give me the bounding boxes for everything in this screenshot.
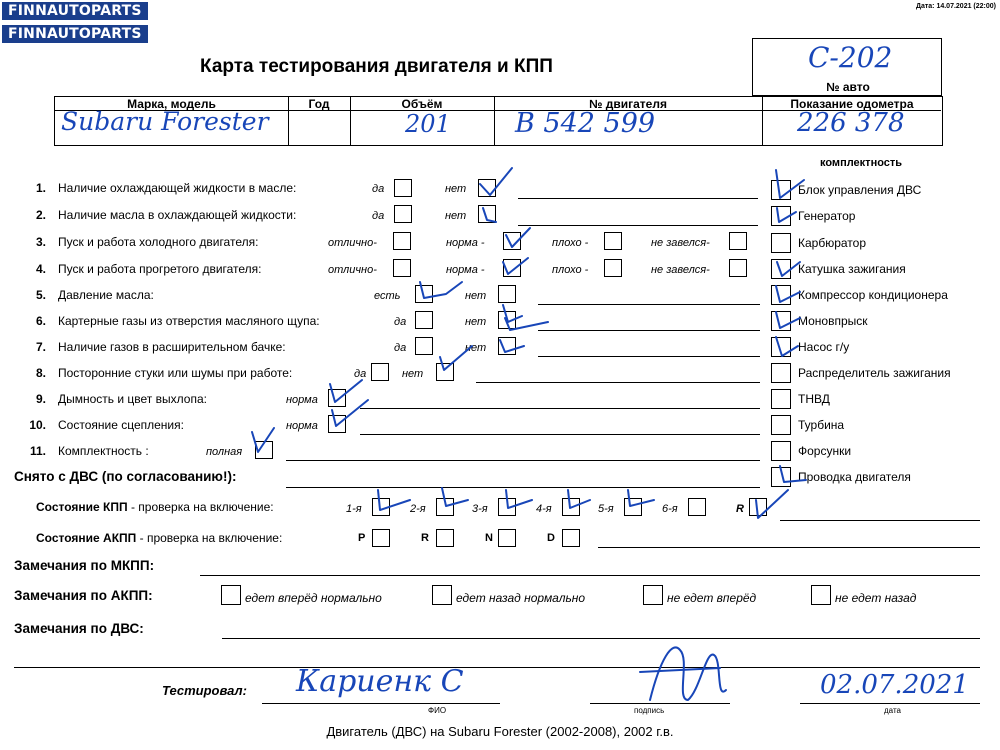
option-label: норма — [286, 394, 318, 406]
check-mark — [777, 208, 796, 222]
mode-label: R — [421, 532, 429, 544]
question-text: Наличие газов в расширительном бачке: — [58, 340, 286, 354]
gear-label: R — [736, 503, 744, 515]
option-label: нет — [445, 210, 467, 222]
question-text: Давление масла: — [58, 288, 154, 302]
check-mark — [332, 400, 368, 426]
option-label: норма — [286, 420, 318, 432]
kit-item: Турбина — [798, 418, 845, 432]
kit-item: Генератор — [798, 209, 856, 223]
question-text: Наличие масла в охлаждающей жидкости: — [58, 208, 297, 222]
caption-date: дата — [884, 706, 901, 715]
signature-scribble — [640, 668, 720, 672]
kit-item: Компрессор кондиционера — [798, 288, 948, 302]
value-model: Subaru Forester — [61, 107, 269, 136]
question-number: 6. — [35, 314, 46, 328]
remarks-mkpp-label: Замечания по МКПП: — [14, 558, 155, 573]
signature-date: 02.07.2021 — [820, 670, 969, 700]
check-mark — [480, 168, 512, 195]
kit-item: Форсунки — [798, 444, 852, 458]
remarks-akpp-label: Замечания по АКПП: — [14, 588, 153, 603]
brand-logo: FINNAUTOPARTS — [2, 2, 148, 20]
question-number: 2. — [35, 208, 46, 222]
check-mark — [628, 490, 654, 506]
page-title: Карта тестирования двигателя и КПП — [200, 56, 553, 77]
gear-label: 3-я — [472, 503, 488, 515]
option-label: отлично- — [328, 264, 377, 276]
check-mark — [776, 337, 798, 356]
check-mark — [506, 490, 532, 508]
option-label: да — [372, 210, 385, 222]
option-label: отлично- — [328, 237, 377, 249]
option-label: полная — [206, 446, 243, 458]
question-number: 9. — [35, 392, 46, 406]
removed-label: Снято с ДВС (по согласованию!): — [14, 469, 237, 484]
check-mark — [252, 428, 274, 452]
option-label: не завелся- — [651, 237, 710, 249]
header-engine-no: № двигателя — [589, 97, 667, 111]
header-odometer: Показание одометра — [790, 97, 914, 111]
question-text: Дымность и цвет выхлопа: — [58, 392, 207, 406]
gear-label: 1-я — [346, 503, 362, 515]
question-number: 4. — [35, 262, 46, 276]
mode-label: N — [485, 532, 493, 544]
signature-name: Кариенк С — [296, 664, 464, 699]
value-volume: 201 — [405, 110, 451, 138]
remarks-dvs-label: Замечания по ДВС: — [14, 621, 144, 636]
option-label: да — [354, 368, 367, 380]
question-number: 7. — [35, 340, 46, 354]
check-mark — [483, 208, 496, 222]
check-mark — [500, 340, 524, 352]
check-mark — [780, 466, 806, 482]
check-mark — [568, 490, 590, 508]
kit-item: Проводка двигателя — [798, 470, 911, 484]
question-text: Состояние сцепления: — [58, 418, 184, 432]
check-mark — [506, 228, 530, 247]
mode-label: P — [358, 532, 366, 544]
gear-label: 4-я — [536, 503, 552, 515]
akpp-option-label: едет вперёд нормально — [245, 591, 382, 605]
caption-signature: подпись — [634, 706, 665, 715]
header-model: Марка, модель — [127, 97, 216, 111]
mode-label: D — [547, 532, 555, 544]
option-label: норма - — [446, 237, 485, 249]
check-mark — [756, 490, 788, 518]
question-number: 1. — [35, 181, 46, 195]
check-mark — [378, 490, 410, 510]
option-label: да — [394, 316, 407, 328]
question-text: Пуск и работа холодного двигателя: — [58, 235, 259, 249]
option-label: нет — [465, 316, 487, 328]
kit-header: комплектность — [820, 157, 903, 169]
option-label: нет — [465, 290, 487, 302]
question-text: Картерные газы из отверстия масляного щупа: — [58, 314, 320, 328]
akpp-option-label: едет назад нормально — [456, 591, 586, 605]
kit-item: Карбюратор — [798, 236, 867, 250]
footer-caption: Двигатель (ДВС) на Subaru Forester (2002-2008), 2002 г.в. — [326, 724, 674, 739]
check-mark — [330, 380, 362, 402]
auto-number-value: C-202 — [808, 41, 893, 74]
akpp-label: Состояние АКПП - проверка на включение: — [36, 531, 283, 545]
check-mark — [442, 488, 468, 506]
tested-by-label: Тестировал: — [162, 683, 247, 698]
kit-item: ТНВД — [798, 392, 830, 406]
kit-item: Катушка зажигания — [798, 262, 906, 276]
check-mark — [776, 286, 800, 302]
option-label: норма - — [446, 264, 485, 276]
check-mark — [777, 262, 800, 276]
option-label: не завелся- — [651, 264, 710, 276]
gear-label: 5-я — [598, 503, 614, 515]
question-text: Пуск и работа прогретого двигателя: — [58, 262, 262, 276]
caption-fio: ФИО — [428, 706, 447, 715]
kit-item: Моновпрыск — [798, 314, 868, 328]
option-label: да — [372, 183, 385, 195]
header-volume: Объём — [401, 97, 443, 111]
value-engine-no: B 542 599 — [515, 108, 656, 139]
option-label: нет — [465, 342, 487, 354]
brand-logo-2: FINNAUTOPARTS — [2, 25, 148, 43]
option-label: есть — [374, 290, 401, 302]
check-mark — [440, 346, 472, 370]
check-mark — [420, 282, 462, 298]
kit-item: Насос г/у — [798, 340, 850, 354]
question-text: Комплектность : — [58, 444, 149, 458]
option-label: плохо - — [552, 237, 589, 249]
check-mark — [776, 312, 800, 328]
gear-label: 2-я — [410, 503, 426, 515]
gear-label: 6-я — [662, 503, 678, 515]
option-label: да — [394, 342, 407, 354]
akpp-option-label: не едет назад — [835, 591, 917, 605]
value-odometer: 226 378 — [797, 108, 905, 138]
kpp-label: Состояние КПП - проверка на включение: — [36, 500, 274, 514]
akpp-option-label: не едет вперёд — [667, 591, 757, 605]
question-number: 11. — [29, 444, 46, 458]
check-mark — [776, 170, 804, 198]
auto-number-label: № авто — [826, 80, 870, 94]
question-number: 5. — [35, 288, 46, 302]
date-stamp: Дата: 14.07.2021 (22:00) — [915, 3, 996, 10]
question-text: Посторонние стуки или шумы при работе: — [58, 366, 293, 380]
option-label: нет — [445, 183, 467, 195]
question-number: 10. — [29, 418, 46, 432]
option-label: плохо - — [552, 264, 589, 276]
question-text: Наличие охлаждающей жидкости в масле: — [58, 181, 297, 195]
kit-item: Блок управления ДВС — [798, 183, 922, 197]
question-number: 3. — [35, 235, 46, 249]
kit-item: Распределитель зажигания — [798, 366, 951, 380]
check-mark — [503, 258, 528, 274]
question-number: 8. — [35, 366, 46, 380]
option-label: нет — [402, 368, 424, 380]
header-year: Год — [308, 97, 330, 111]
signature-scribble — [650, 647, 726, 700]
